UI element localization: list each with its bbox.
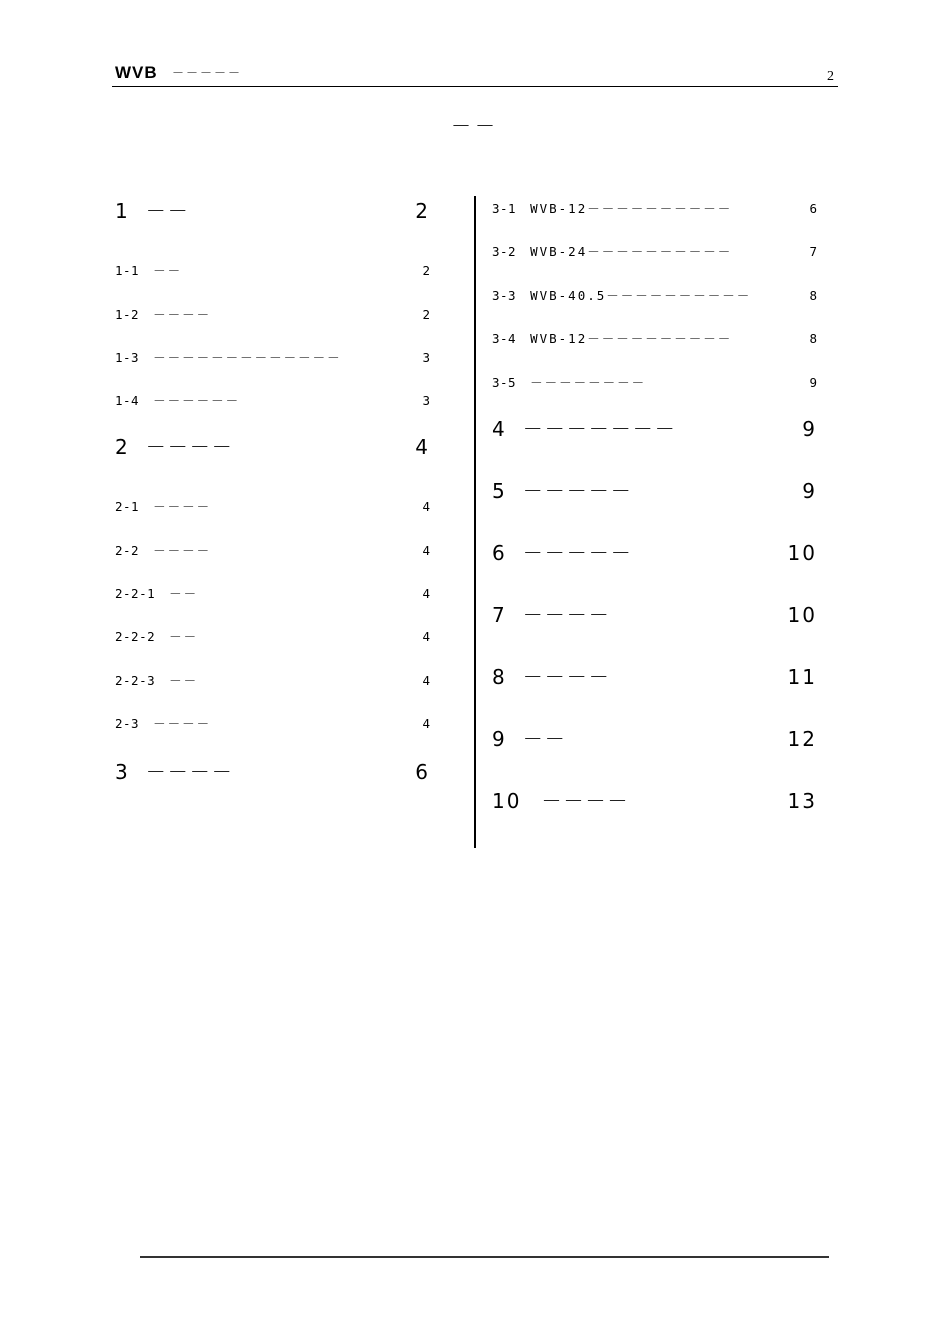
toc-entry[interactable] [492, 329, 817, 347]
toc-entry-page: 10 [787, 603, 817, 627]
toc-entry-title [115, 348, 342, 366]
toc-entry-number: 2-2-3 [115, 673, 156, 688]
toc-entry-page: 4 [422, 716, 430, 731]
toc-title: －－ [451, 114, 499, 138]
toc-entry-title [492, 723, 567, 752]
toc-entry-page: 4 [422, 499, 430, 514]
toc-entry-page: 9 [802, 479, 817, 503]
toc-entry[interactable] [492, 537, 817, 566]
toc-entry-label: WVB-12－－－－－－－－－－ [530, 201, 733, 216]
toc-entry-number: 10 [492, 789, 522, 813]
toc-entry-label: －－－－ [522, 665, 611, 689]
toc-entry-page: 4 [422, 673, 430, 688]
toc-entry-label: －－－－ [522, 603, 611, 627]
toc-entry-label: －－ [145, 199, 190, 223]
toc-entry[interactable] [115, 756, 430, 785]
toc-entry-label: －－－－－－－－－－－－－ [153, 350, 342, 365]
toc-entry-page: 13 [787, 789, 817, 813]
toc-entry[interactable] [492, 599, 817, 628]
toc-entry[interactable] [492, 413, 817, 442]
toc-entry-title [492, 785, 629, 814]
toc-entry-number: 2-2-1 [115, 586, 156, 601]
toc-entry[interactable] [492, 785, 817, 814]
page-number: 2 [827, 69, 834, 84]
toc-entry-title [492, 661, 611, 690]
toc-entry-number: 1-1 [115, 263, 140, 278]
toc-entry-number: 6 [492, 541, 507, 565]
toc-entry-number: 2 [115, 435, 130, 459]
toc-entry-number: 3 [115, 760, 130, 784]
toc-entry-page: 9 [802, 417, 817, 441]
toc-entry-label: －－－－－ [522, 541, 633, 565]
toc-entry-label: －－ [522, 727, 567, 751]
toc-entry-label: WVB-12－－－－－－－－－－ [530, 331, 733, 346]
toc-entry-title [492, 199, 732, 217]
toc-entry-title [492, 242, 732, 260]
toc-entry-page: 9 [809, 375, 817, 390]
toc-entry-title [115, 756, 234, 785]
toc-entry-label: －－ [169, 586, 199, 601]
toc-entry-label: －－－－ [541, 789, 630, 813]
toc-entry[interactable] [115, 305, 430, 323]
toc-entry-title [115, 584, 198, 602]
toc-entry-label: WVB-24－－－－－－－－－－ [530, 244, 733, 259]
toc-entry-page: 10 [787, 541, 817, 565]
toc-entry-page: 3 [422, 350, 430, 365]
toc-entry[interactable] [492, 661, 817, 690]
toc-entry[interactable] [115, 431, 430, 460]
toc-entry-page: 8 [809, 288, 817, 303]
toc-entry-label: －－－－ [153, 543, 212, 558]
toc-entry-number: 1-4 [115, 393, 140, 408]
toc-entry-title [115, 261, 182, 279]
toc-entry-page: 2 [422, 263, 430, 278]
toc-entry-title [115, 305, 211, 323]
toc-entry-page: 6 [415, 760, 430, 784]
toc-entry-label: －－－－ [153, 307, 212, 322]
toc-entry[interactable] [115, 541, 430, 559]
toc-entry-title [115, 671, 198, 689]
page-header [112, 58, 838, 87]
toc-entry[interactable] [492, 723, 817, 752]
toc-entry-number: 3-3 [492, 288, 517, 303]
toc-entry-title [492, 475, 633, 504]
toc-entry-page: 2 [415, 199, 430, 223]
toc-entry[interactable] [115, 261, 430, 279]
toc-entry-title [115, 195, 190, 224]
toc-entry-label: －－－－－ [522, 479, 633, 503]
toc-entry-number: 3-2 [492, 244, 517, 259]
toc-entry-page: 4 [415, 435, 430, 459]
toc-entry[interactable] [115, 627, 430, 645]
toc-entry-number: 1 [115, 199, 130, 223]
toc-entry[interactable] [115, 714, 430, 732]
toc-entry-number: 9 [492, 727, 507, 751]
toc-entry-page: 4 [422, 586, 430, 601]
header-brand: WVB [115, 63, 158, 82]
toc-entry-page: 6 [809, 201, 817, 216]
toc-entry[interactable] [115, 195, 430, 224]
toc-entry-title [492, 329, 732, 347]
toc-entry-label: －－－－－－－－ [530, 375, 647, 390]
toc-entry[interactable] [115, 584, 430, 602]
toc-entry-title [115, 541, 211, 559]
toc-entry-page: 7 [809, 244, 817, 259]
toc-entry-title [115, 627, 198, 645]
toc-entry-title [492, 537, 633, 566]
column-divider [474, 196, 476, 848]
toc-entry[interactable] [492, 286, 817, 304]
toc-entry-number: 3-1 [492, 201, 517, 216]
toc-entry-number: 8 [492, 665, 507, 689]
toc-entry-label: －－－－－－－ [522, 417, 677, 441]
toc-entry-title [115, 391, 240, 409]
toc-entry-label: －－－－ [145, 435, 234, 459]
toc-entry-title [115, 714, 211, 732]
toc-entry[interactable] [492, 475, 817, 504]
toc-entry[interactable] [492, 242, 817, 260]
toc-entry-number: 2-2-2 [115, 629, 156, 644]
toc-entry-label: －－－－－－ [153, 393, 241, 408]
toc-entry-title [492, 373, 646, 391]
toc-entry-page: 3 [422, 393, 430, 408]
toc-entry-title [492, 286, 751, 304]
toc-entry[interactable] [492, 373, 817, 391]
toc-entry-title [115, 431, 234, 460]
toc-entry-label: －－－－ [153, 716, 212, 731]
toc-entry-number: 1-2 [115, 307, 140, 322]
toc-entry-label: －－ [169, 673, 199, 688]
toc-entry-number: 3-4 [492, 331, 517, 346]
toc-entry[interactable] [115, 497, 430, 515]
toc-entry-number: 2-1 [115, 499, 140, 514]
toc-entry-label: －－ [169, 629, 199, 644]
toc-entry-page: 8 [809, 331, 817, 346]
footer-rule [140, 1256, 829, 1258]
toc-entry-title [115, 497, 211, 515]
toc-entry[interactable] [115, 671, 430, 689]
toc-entry[interactable] [492, 199, 817, 217]
toc-entry-label: －－ [153, 263, 183, 278]
toc-entry-number: 2-3 [115, 716, 140, 731]
toc-entry-page: 12 [787, 727, 817, 751]
toc-entry-page: 2 [422, 307, 430, 322]
toc-entry-label: WVB-40.5－－－－－－－－－－ [530, 288, 752, 303]
toc-entry-number: 3-5 [492, 375, 517, 390]
toc-entry-number: 2-2 [115, 543, 140, 558]
toc-entry-page: 4 [422, 543, 430, 558]
toc-entry-number: 4 [492, 417, 507, 441]
toc-entry-page: 11 [787, 665, 817, 689]
toc-entry-title [492, 413, 677, 442]
toc-entry-number: 5 [492, 479, 507, 503]
toc-entry[interactable] [115, 348, 430, 366]
toc-entry-title [492, 599, 611, 628]
toc-entry[interactable] [115, 391, 430, 409]
toc-entry-number: 1-3 [115, 350, 140, 365]
toc-entry-label: －－－－ [153, 499, 212, 514]
toc-entry-label: －－－－ [145, 760, 234, 784]
header-subtitle: －－－－－ [172, 66, 243, 80]
toc-entry-page: 4 [422, 629, 430, 644]
toc-entry-number: 7 [492, 603, 507, 627]
